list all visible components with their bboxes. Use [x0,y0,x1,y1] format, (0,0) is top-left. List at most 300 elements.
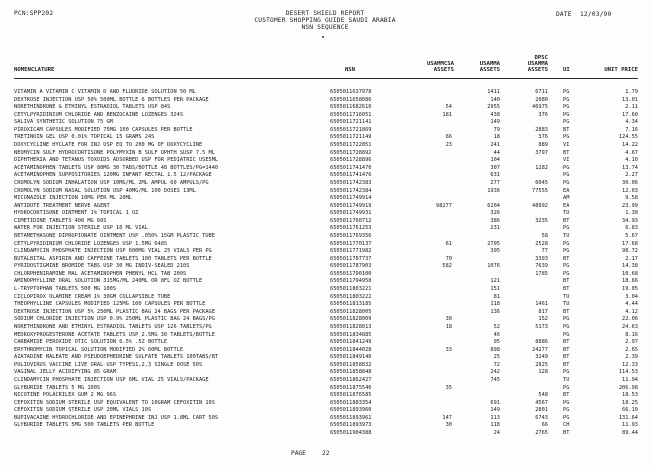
usamma-assets-cell: 95 [493,339,500,346]
usamma-assets-cell: 118 [490,422,500,429]
nsn-cell: 6505011904388 [330,430,372,437]
unit-of-issue-cell: PG [563,134,570,141]
date-label: DATE [556,11,572,18]
table-row [0,112,651,120]
unit-price-cell: 4.12 [625,308,638,315]
nomenclature-cell: PYRIDOSTIGMINE BROMIDE TABS USP 30 MG INDIV-SEALED 210S [14,263,190,270]
nomenclature-cell: GLYBURIDE TABLETS 5 MG 100S [14,384,101,391]
usammcsa-assets-cell: 181 [442,111,452,118]
nomenclature-cell: POLIOVIRUS VACCINE LIVE ORAL USP TYPES1,2,3 SINGLE DOSE 50S [14,361,203,368]
usamma-assets-cell: 1936 [487,187,500,194]
usammcsa-assets-cell: 54 [445,104,452,111]
nsn-cell: 6505011828005 [330,308,372,315]
unit-of-issue-cell: PG [563,316,570,323]
unit-of-issue-cell: PG [563,104,570,111]
unit-price-cell: 18.25 [622,399,638,406]
table-row [0,415,651,423]
nomenclature-cell: CARBAMIDE PEROXIDE OTIC SOLUTION 6.5% .5Z BOTTLE [14,339,168,346]
dpsc-assets-cell: 77555 [532,187,548,194]
unit-of-issue-cell: BT [563,217,570,224]
nsn-cell: 6505011893973 [330,422,372,429]
nsn-cell: 6505011787737 [330,255,372,262]
unit-price-cell: 19.05 [622,286,638,293]
unit-price-cell: 10.68 [622,270,638,277]
table-row [0,127,651,135]
date-value: 12/03/90 [580,11,612,18]
nomenclature-cell: DOXYCYCLINE HYCLATE FOR INJ USP EQ TO 200 MG OF DOXYCYCLINE [14,142,203,149]
dpsc-assets-cell: 46975 [532,104,548,111]
table-row [0,316,651,324]
nsn-cell: 6505011803221 [330,286,372,293]
usamma-assets-cell: 79 [493,126,500,133]
nsn-cell: 6505011858848 [330,369,372,376]
unit-of-issue-cell: PG [563,369,570,376]
unit-of-issue-cell: PG [563,164,570,171]
table-row [0,286,651,294]
nsn-cell: 6505011893961 [330,414,372,421]
unit-price-cell: 14.22 [622,142,638,149]
usamma-assets-cell: 52 [493,323,500,330]
dpsc-assets-cell: 2528 [535,240,548,247]
unit-of-issue-cell: BT [563,255,570,262]
nomenclature-cell: THEOPHYLLINE CAPSULES MODIFIED 125MG 100 CAPSULES PER BOTTLE [14,301,206,308]
usamma-assets-cell: 2955 [487,104,500,111]
dpsc-assets-cell: 48992 [532,202,548,209]
unit-price-cell: 14.38 [622,263,638,270]
unit-price-cell: 13.01 [622,96,638,103]
unit-price-cell: 13.74 [622,164,638,171]
usammcsa-assets-cell: 35 [445,384,452,391]
nomenclature-cell: ANTIDOTE TREATMENT NERVE AGENT [14,202,110,209]
unit-price-cell: 23.99 [622,202,638,209]
dpsc-assets-cell: 1461 [535,301,548,308]
col-dpsc-line1: DPSC [534,55,548,61]
table-row [0,392,651,400]
table-row [0,369,651,377]
unit-price-cell: 5.67 [625,232,638,239]
unit-of-issue-cell: PG [563,399,570,406]
unit-of-issue-cell: PG [563,331,570,338]
table-row [0,332,651,340]
unit-price-cell: 34.93 [622,217,638,224]
nsn-cell: 6505011828009 [330,316,372,323]
nomenclature-cell: BUTALBITAL ASPIRIN AND CAFFEINE TABLETS 100 TABLETS PER BOTTLE [14,255,212,262]
table-row [0,119,651,127]
nomenclature-cell: HYDROCORTISONE OINTMENT 1% TOPICAL 1 OZ [14,210,139,217]
nsn-cell: 6505011876585 [330,392,372,399]
usamma-assets-cell: 231 [490,225,500,232]
unit-of-issue-cell: TU [563,376,570,383]
unit-price-cell: 1.79 [625,89,638,95]
nomenclature-cell: NORETHINDRONE AND ETHINYL ESTRADIOL TABLETS USP 126 TABLETS/PG [14,323,212,330]
nsn-cell: 6505011862427 [330,376,372,383]
usamma-assets-cell: 113 [490,414,500,421]
nsn-cell: 6505011803222 [330,293,372,300]
dpsc-assets-cell: 8886 [535,339,548,346]
usamma-assets-cell: 745 [490,376,500,383]
dpsc-assets-cell: 2765 [535,430,548,437]
table-row [0,309,651,317]
unit-of-issue-cell: BT [563,308,570,315]
unit-of-issue-cell: PG [563,270,570,277]
unit-of-issue-cell: BT [563,286,570,293]
unit-of-issue-cell: TU [563,232,570,239]
usammcsa-assets-cell: 70 [445,255,452,262]
dpsc-assets-cell: 1282 [535,164,548,171]
unit-of-issue-cell: PG [563,240,570,247]
unit-price-cell: 131.64 [618,414,638,421]
usamma-assets-cell: 438 [490,111,500,118]
unit-of-issue-cell: PG [563,384,570,391]
table-row [0,271,651,279]
unit-price-cell: 12.03 [622,187,638,194]
unit-price-cell: 17.60 [622,111,638,118]
col-dpsc-line2: USAMMA [527,61,548,67]
nsn-cell: 6505011721149 [330,134,372,141]
nomenclature-cell: SALIVA SYNTHETIC SOLUTION 75 GM [14,119,113,126]
table-row [0,203,651,211]
unit-of-issue-cell: PG [563,172,570,179]
nsn-cell: 6505011787903 [330,263,372,270]
nsn-cell: 6505011858832 [330,361,372,368]
col-usamma-line2: ASSETS [479,67,500,73]
usamma-assets-cell: 277 [490,179,500,186]
usamma-assets-cell: 121 [490,278,500,285]
dpsc-assets-cell: 6711 [535,89,548,95]
unit-of-issue-cell: PG [563,119,570,126]
nsn-cell: 6505011790100 [330,270,372,277]
unit-of-issue-cell: CH [563,422,570,429]
col-ui: UI [563,67,570,73]
report-subtitle: CUSTOMER SHOPPING GUIDE SAUDI ARABIA [254,17,396,24]
nomenclature-cell: CROMOLYN SODIUM INHALATION USP 10MG/ML 2ML AMPUL 60 AMPULS/PG [14,179,209,186]
col-unit-price: UNIT PRICE [604,67,638,73]
unit-price-cell: 9.58 [625,195,638,202]
unit-price-cell: 2.65 [625,346,638,353]
table-row [0,134,651,142]
dpsc-assets-cell: 1785 [535,270,548,277]
unit-price-cell: 8.16 [625,331,638,338]
table-row [0,233,651,241]
nomenclature-cell: CLINDAMYCIN PHOSPHATE INJECTION USP 600MG VIAL 25 VIALS PER PG [14,248,212,255]
nsn-cell: 6505011721869 [330,126,372,133]
dpsc-assets-cell: 6743 [535,414,548,421]
unit-price-cell: 2.97 [625,339,638,346]
nomenclature-cell: ACETAMINOPHEN TABLETS USP 80MG 30 TABS/BOTTLE 48 BOTTLES/PG=1440 [14,164,219,171]
nomenclature-cell: MEDROXYPROGESTERONE ACETATE TABLETS USP 2.5MG 30 TABLETS/BOTTLE [14,331,215,338]
nsn-cell: 6505011841249 [330,339,372,346]
dpsc-assets-cell: 2080 [535,96,548,103]
usamma-assets-cell: 691 [490,399,500,406]
nsn-cell: 6505011749919 [330,202,372,209]
col-usamma-line1: USAMMA [479,61,500,67]
table-row [0,385,651,393]
unit-price-cell: 18.53 [622,392,638,399]
table-row [0,301,651,309]
unit-of-issue-cell: BT [563,392,570,399]
unit-of-issue-cell: BT [563,278,570,285]
nsn-cell: 6505011749931 [330,210,372,217]
unit-price-cell: 114.53 [618,369,638,376]
nomenclature-cell: BETAMETHASONE DIPROPIONATE OINTMENT USP .050% 15GM PLASTIC TUBE [14,232,215,239]
unit-price-cell: 206.98 [618,384,638,391]
unit-of-issue-cell: PG [563,414,570,421]
table-row [0,278,651,286]
dpsc-assets-cell: 58 [541,232,548,239]
nomenclature-cell: NEOMYCIN SULF HYDROCORTISONE POLYMYXIN B SULF OPHTH SUSP 7.5 ML [14,149,215,156]
dpsc-assets-cell: 889 [538,142,548,149]
col-usamma-assets [458,61,500,73]
header-rule [14,78,638,79]
table-row [0,362,651,370]
report-title: DESERT SHIELD REPORT [285,10,365,17]
nsn-cell: 6505011728892 [330,149,372,156]
table-row [0,89,651,97]
usammcsa-assets-cell: 61 [445,240,452,247]
dpsc-assets-cell: 77 [541,248,548,255]
unit-price-cell: 11.94 [622,376,638,383]
unit-price-cell: 11.93 [622,422,638,429]
unit-of-issue-cell: PG [563,407,570,414]
table-row [0,324,651,332]
nsn-cell: 6505011770137 [330,240,372,247]
nomenclature-cell: DEXTROSE INJECTION USP 50% 500ML BOTTLE 6 BOTTLES PER PACKAGE [14,96,209,103]
unit-of-issue-cell: BT [563,339,570,346]
usammcsa-assets-cell: 582 [442,263,452,270]
nsn-cell: 6505011682610 [330,104,372,111]
table-row [0,218,651,226]
unit-of-issue-cell: TU [563,210,570,217]
unit-price-cell: 66.10 [622,407,638,414]
nomenclature-cell: NICOTINE POLACRILEX GUM 2 MG 96S [14,392,117,399]
table-row [0,165,651,173]
col-usammcsa-assets [412,61,454,73]
nsn-cell: 6505011761253 [330,225,372,232]
unit-price-cell: 2.27 [625,172,638,179]
nsn-cell: 6505011813185 [330,301,372,308]
nomenclature-cell: AZATADINE MALEATE AND PSEUDOEPHEDRINE SULFATE TABLETS 100TABS/BT [14,354,219,361]
usamma-assets-cell: 395 [490,248,500,255]
speck-mark [322,36,324,38]
unit-price-cell: 22.06 [622,316,638,323]
table-row [0,241,651,249]
usamma-assets-cell: 149 [490,119,500,126]
dpsc-assets-cell: 4567 [535,399,548,406]
unit-price-cell: 4.10 [625,157,638,164]
unit-price-cell: 98.72 [622,248,638,255]
table-row [0,188,651,196]
usamma-assets-cell: 44 [493,149,500,156]
page-number: 22 [322,450,330,457]
table-row [0,195,651,203]
dpsc-assets-cell: 152 [538,316,548,323]
nsn-cell: 6505011771982 [330,248,372,255]
nomenclature-cell: AMINOPHYLLINE ORAL SOLUTION 315MG/ML 240ML OR 8FL OZ BOTTLE [14,278,203,285]
nomenclature-cell: CETYLPYRIDINIUM CHLORIDE AND BENZOCAINE LOZENGES 324S [14,111,184,118]
page-label: PAGE [291,450,306,457]
unit-price-cell: 4.44 [625,301,638,308]
unit-price-cell: 4.67 [625,149,638,156]
unit-of-issue-cell: PG [563,323,570,330]
table-row [0,97,651,105]
nomenclature-cell: VITAMIN A VITAMIN C VITAMIN D AND FLUORIDE SOLUTION 50 ML [14,89,196,95]
usamma-assets-cell: 326 [490,210,500,217]
usamma-assets-cell: 149 [490,407,500,414]
unit-price-cell: 89.44 [622,430,638,437]
unit-of-issue-cell: TU [563,301,570,308]
dpsc-assets-cell: 3797 [535,149,548,156]
nsn-cell: 6505011828013 [330,323,372,330]
usamma-assets-cell: 898 [490,346,500,353]
usamma-assets-cell: 72 [493,361,500,368]
unit-price-cell: 4.34 [625,119,638,126]
unit-price-cell: 2.11 [625,104,638,111]
table-row [0,339,651,347]
dpsc-assets-cell: 6045 [535,179,548,186]
col-nsn: NSN [344,67,356,73]
table-row [0,256,651,264]
table-row [0,422,651,430]
nsn-cell: 6505011742384 [330,187,372,194]
nsn-cell: 6505011741470 [330,164,372,171]
usamma-assets-cell: 2795 [487,240,500,247]
nomenclature-cell: WATER FOR INJECTION STERILE USP 10 ML VIAL [14,225,148,232]
usammcsa-assets-cell: 66 [445,134,452,141]
dpsc-assets-cell: 3393 [535,255,548,262]
usamma-assets-cell: 25 [493,354,500,361]
nsn-cell: 6505011728896 [330,157,372,164]
unit-of-issue-cell: PG [563,248,570,255]
unit-of-issue-cell: EA [563,202,570,209]
unit-of-issue-cell: BT [563,149,570,156]
table-row [0,294,651,302]
unit-of-issue-cell: EA [563,187,570,194]
nomenclature-cell: CHLORPHENIRAMINE MAL ACETAMINOPHEN PHENYL HCL TAB 200S [14,270,187,277]
unit-price-cell: 24.63 [622,323,638,330]
usamma-assets-cell: 307 [490,164,500,171]
unit-price-cell: 3.04 [625,293,638,300]
nomenclature-cell: CROMOLYN SODIUM NASAL SOLUTION USP 40MG/ML 100 DOSES 13ML [14,187,196,194]
table-row [0,104,651,112]
table-row [0,180,651,188]
nsn-cell: 6505011834885 [330,331,372,338]
dpsc-assets-cell: 5173 [535,323,548,330]
dpsc-assets-cell: 2883 [535,126,548,133]
nomenclature-cell: NORETHINDRONE & ETHINYL ESTRADIOL TABLETS USP 84S [14,104,171,111]
nomenclature-cell: CETYLPYRIDINIUM CHLORIDE LOZENGES USP 1.5MG 648S [14,240,168,247]
nsn-cell: 6505011875540 [330,384,372,391]
table-row [0,225,651,233]
dpsc-assets-cell: 817 [538,308,548,315]
unit-price-cell: 2.39 [625,354,638,361]
unit-of-issue-cell: PG [563,263,570,270]
nsn-cell: 6505011844028 [330,346,372,353]
report-code: PCN:SPP202 [14,10,54,17]
table-row [0,407,651,415]
unit-price-cell: 6.83 [625,225,638,232]
nomenclature-cell: TRETINOIN GEL USP 0.01% TOPICAL 15 GRAMS 24S [14,134,155,141]
table-row [0,430,651,438]
usamma-assets-cell: 242 [490,369,500,376]
nsn-cell: 6505011658086 [330,96,372,103]
nsn-cell: 6505011637978 [330,89,372,95]
unit-of-issue-cell: AM [563,195,570,202]
nomenclature-cell: SODIUM CHLORIDE INJECTION USP 0.9% 250ML PLASTIC BAG 24 BAGS/PG [14,316,215,323]
nomenclature-cell: ERYTHROMYCIN TOPICAL SOLUTION MODIFIED 2% 60ML BOTTLE [14,346,184,353]
table-row [0,248,651,256]
nomenclature-cell: CLINDAMYCIN PHOSPHATE INJECTION USP 6ML VIAL 25 VIALS/PACKAGE [14,376,209,383]
table-row [0,263,651,271]
nsn-cell: 6505011769356 [330,232,372,239]
unit-price-cell: 124.55 [618,134,638,141]
dpsc-assets-cell: 376 [538,111,548,118]
dpsc-assets-cell: 66 [541,422,548,429]
nomenclature-cell: CEFOXITIN SODIUM STERILE USP EQUIVALENT TO 10GRAM CEFOXITIN 10S [14,399,215,406]
usamma-assets-cell: 386 [490,217,500,224]
nomenclature-cell: L-TRYPTOPHAN TABLETS 500 MG 100S [14,286,117,293]
dpsc-assets-cell: 24277 [532,346,548,353]
usammcsa-assets-cell: 33 [445,346,452,353]
usammcsa-assets-cell: 147 [442,414,452,421]
unit-price-cell: 17.68 [622,240,638,247]
unit-of-issue-cell: BT [563,430,570,437]
usamma-assets-cell: 1411 [487,89,500,95]
nomenclature-cell: GLYBURIDE TABLETS 5MG 500 TABLETS PER BOTTLE [14,422,155,429]
col-dpsc-line3: ASSETS [527,67,548,73]
usamma-assets-cell: 104 [490,157,500,164]
nomenclature-cell: DEXTROSE INJECTION USP 5% 250ML PLASTIC BAG 24 BAGS PER PACKAGE [14,308,215,315]
unit-of-issue-cell: BT [563,354,570,361]
nomenclature-cell: BUPIVACAINE HYDROCHLORIDE AND EPINEPHRINE INJ USP 1.8ML CART 50S [14,414,219,421]
report-sequence: NSN SEQUENCE [301,24,349,31]
unit-of-issue-cell: PG [563,179,570,186]
table-row [0,400,651,408]
col-usammcsa-line2: ASSETS [433,67,454,73]
usamma-assets-cell: 24 [493,430,500,437]
col-nomenclature: NOMENCLATURE [14,67,55,73]
nsn-cell: 6505011794958 [330,278,372,285]
nomenclature-cell: DIPHTHERIA AND TETANUS TOXOIDS ADSORBED USP FOR PEDIATRIC USE5ML [14,157,219,164]
unit-price-cell: 12.33 [622,361,638,368]
table-row [0,347,651,355]
table-row [0,142,651,150]
nsn-cell: 6505011749914 [330,195,372,202]
usammcsa-assets-cell: 23 [445,142,452,149]
nsn-cell: 6505011893960 [330,407,372,414]
nsn-cell: 6505011716051 [330,111,372,118]
col-usammcsa-line1: USAMMCSA [427,61,454,67]
table-row [0,377,651,385]
usammcsa-assets-cell: 18 [445,323,452,330]
dpsc-assets-cell: 548 [538,392,548,399]
usammcsa-assets-cell: 98277 [436,202,452,209]
usamma-assets-cell: 18 [493,134,500,141]
nsn-cell: 6505011721141 [330,119,372,126]
nomenclature-cell: CEFOXITIN SODIUM STERILE USP 20ML VIALS 10S [14,407,152,414]
unit-price-cell: 7.16 [625,126,638,133]
nsn-cell: 6505011742383 [330,179,372,186]
table-row [0,172,651,180]
table-row [0,157,651,165]
unit-price-cell: 18.66 [622,278,638,285]
usamma-assets-cell: 46 [493,331,500,338]
dpsc-assets-cell: 3235 [535,217,548,224]
unit-of-issue-cell: PG [563,96,570,103]
nomenclature-cell: CIMETIDINE TABLETS 400 MG 60S [14,217,107,224]
usamma-assets-cell: 241 [490,142,500,149]
unit-of-issue-cell: PG [563,225,570,232]
usamma-assets-cell: 140 [490,96,500,103]
